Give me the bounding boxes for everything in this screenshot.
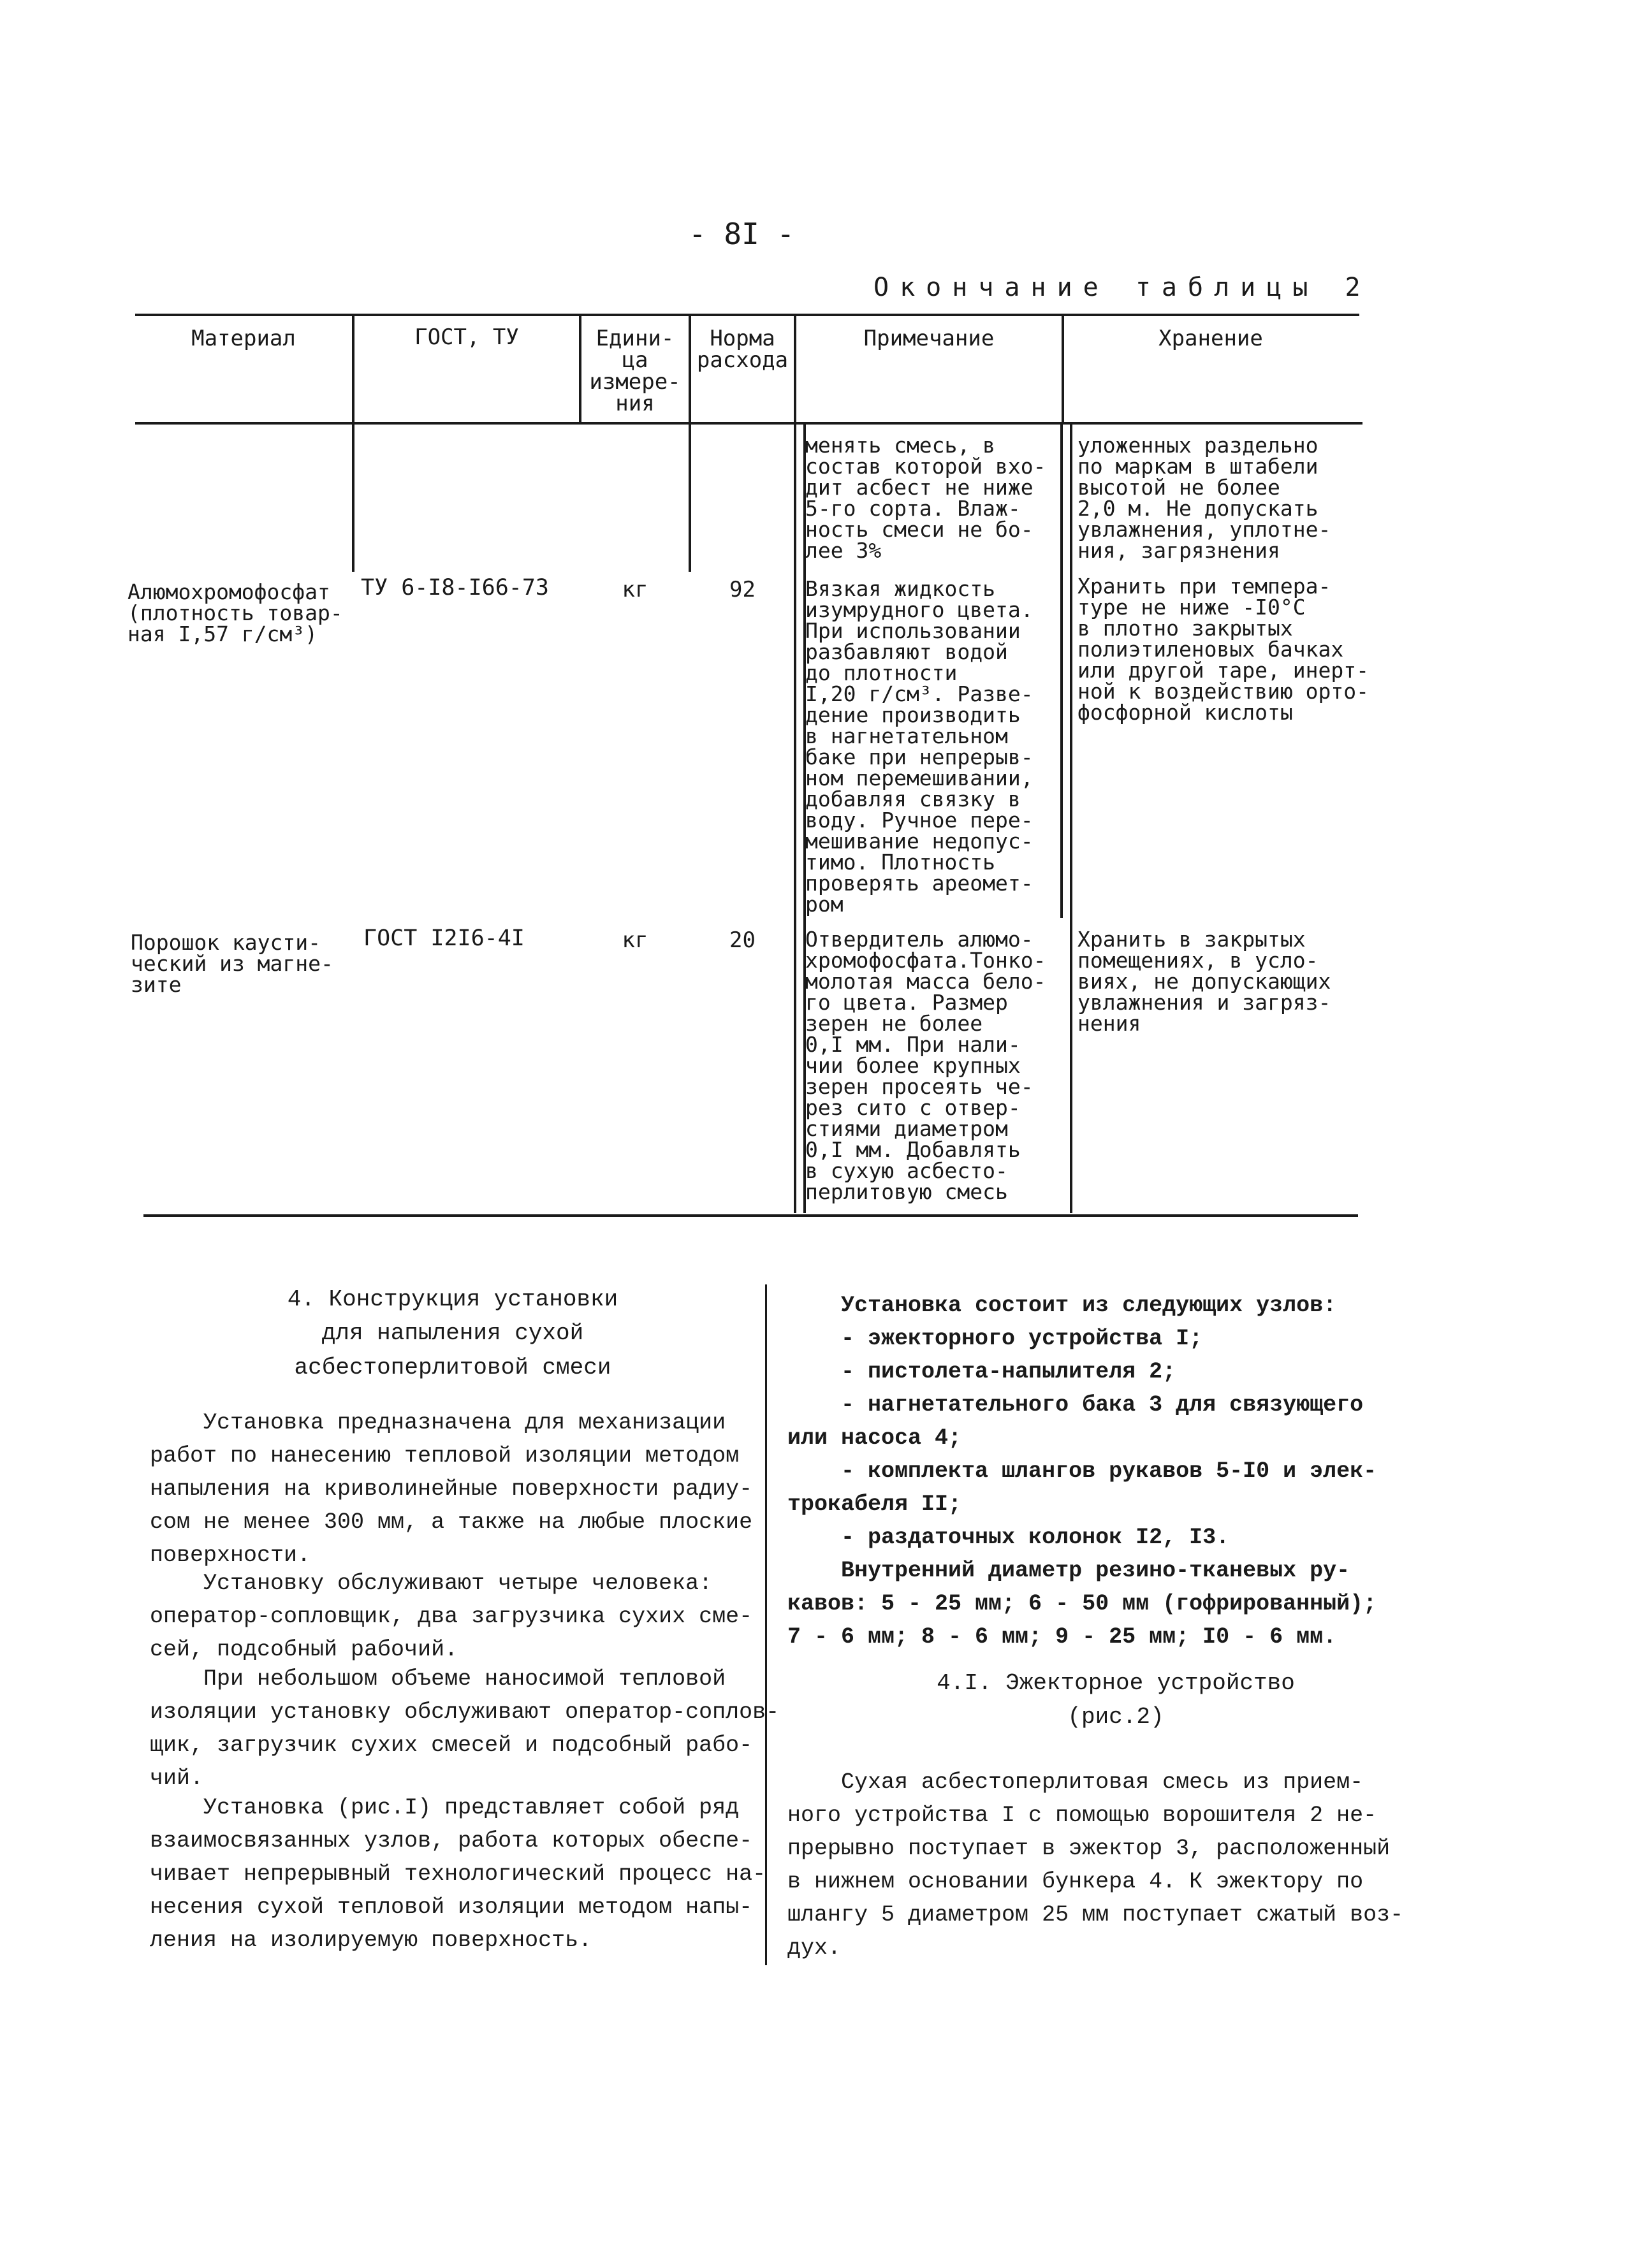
header-norm: Норма расхода <box>696 326 789 373</box>
row2-unit: кг <box>622 577 648 602</box>
table-header-rule <box>135 422 1362 425</box>
table-caption: Окончание таблицы 2 <box>873 273 1371 302</box>
body-divider <box>689 424 691 572</box>
page-number: - 8I - <box>689 217 795 251</box>
paragraph: Сухая асбестоперлитовая смесь из прием- ного устройства I с помощью ворошителя 2 не- прерывно поступает в эжектор 3, расположенный в нижнем основании бункера 4. К эжектору по шлангу 5 диаметром 25 мм поступает сжатый воз- дух. <box>787 1770 1404 1961</box>
header-gost: ГОСТ, ТУ <box>414 324 519 350</box>
body-divider <box>794 424 796 1213</box>
paragraph: Установку обслуживают четыре человека: оператор-сопловщик, два загрузчика сухих сме- сей, подсобный рабочий. <box>150 1571 753 1662</box>
header-note: Примечание <box>863 326 995 351</box>
row3-storage: Хранить в закрытых помещениях, в усло- виях, не допускающих увлажнения и загряз- нения <box>1077 927 1331 1036</box>
row3-material: Порошок каусти- ческий из магне- зите <box>131 930 333 997</box>
header-storage: Хранение <box>1158 326 1263 351</box>
paragraph: Установка (рис.I) представляет собой ряд взаимосвязанных узлов, работа которых обеспе- чивает непрерывный технологический процесс на- несения сухой тепловой изоляции методом напы- ления на изолируемую поверхность. <box>150 1795 766 1953</box>
body-divider <box>1060 424 1063 918</box>
header-material: Материал <box>191 326 296 351</box>
paragraph: Установка предназначена для механизации работ по нанесению тепловой изоляции методом напыления на криволинейные поверхности радиу- сом не менее 300 мм, а также на любые плоские поверхности. <box>150 1410 753 1568</box>
row1-note: менять смесь, в состав которой вхо- дит асбест не ниже 5-го сорта. Влаж- ность смеси не бо- лее 3% <box>805 433 1046 563</box>
body-divider <box>1070 424 1072 1213</box>
row3-gost: ГОСТ I2I6-4I <box>363 926 525 951</box>
assembly-list: Установка состоит из следующих узлов: - эжекторного устройства I; - пистолета-напылителя 2; - нагнетательного бака 3 для связующего или насоса 4; - комплекта шлангов рукавов 5-I0 и элек- трокабеля II; - раздаточных колонок I2, I3. Внутренний диаметр резино-тканевых ру- кавов: 5 - 25 мм; 6 - 50 мм (гофрированный); 7 - 6 мм; 8 - 6 мм; 9 - 25 мм; I0 - 6 мм. <box>787 1293 1377 1650</box>
table-top-rule <box>135 314 1359 316</box>
section-heading: 4. Конструкция установки для напыления сухой асбестоперлитовой смеси <box>287 1286 618 1381</box>
table-bottom-rule <box>143 1214 1358 1217</box>
header-unit: Едини- ца измере- ния <box>589 326 681 416</box>
body-divider <box>352 424 354 572</box>
row1-storage: уложенных раздельно по маркам в штабели высотой не более 2,0 м. Не допускать увлажнения, уплотне- ния, загрязнения <box>1077 433 1331 563</box>
row2-norm: 92 <box>729 577 756 602</box>
row2-storage: Хранить при темпера- туре не ниже -I0°С в плотно закрытых полиэтиленовых бачках или другой таре, инерт- ной к воздействию орто- фосфорной кислоты <box>1077 574 1369 725</box>
row2-gost: ТУ 6-I8-I66-73 <box>361 575 550 600</box>
row3-unit: кг <box>622 927 648 953</box>
subsection-heading: 4.I. Эжекторное устройство (рис.2) <box>937 1670 1295 1731</box>
row3-norm: 20 <box>729 927 756 953</box>
row2-note: Вязкая жидкость изумрудного цвета. При использовании разбавляют водой до плотности I,20 г/см³. Разве- дение производить в нагнетательном баке при непрерыв- ном перемешивании, добавляя связку в воду. Ручное пере- мешивание недопус- тимо. Плотность проверять ареомет- ром <box>805 576 1034 917</box>
row2-material: Алюмохромофосфат (плотность товар- ная I,57 г/см³) <box>128 579 343 646</box>
paragraph: При небольшом объеме наносимой тепловой изоляции установку обслуживают оператор-соплов- щик, загрузчик сухих смесей и подсобный рабо- чий. <box>150 1666 780 1791</box>
row3-note: Отвердитель алюмо- хромофосфата.Тонко- молотая масса бело- го цвета. Размер зерен не более 0,I мм. При нали- чии более крупных зерен просеять че- рез сито с отвер- стиями диаметром 0,I мм. Добавлять в сухую асбесто- перлитовую смесь <box>805 927 1046 1204</box>
